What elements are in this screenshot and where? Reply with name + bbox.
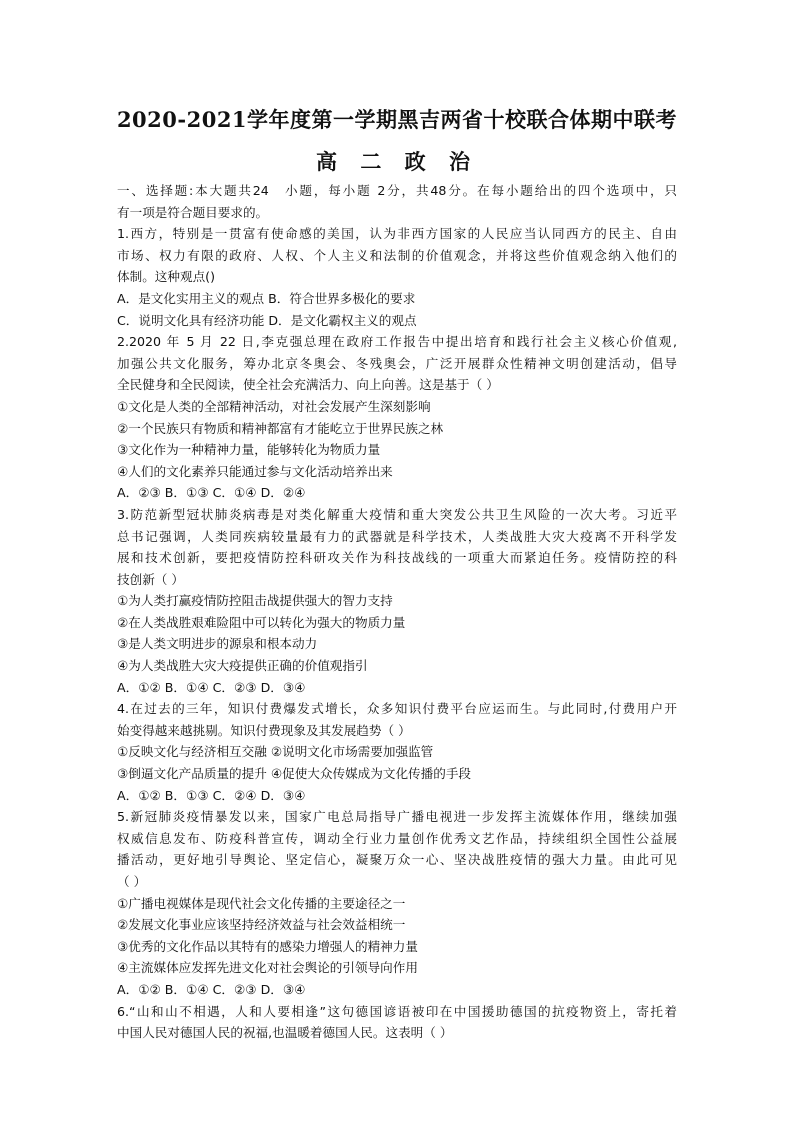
question-line: 6.“山和山不相遇，人和人要相逢”这句德国谚语被印在中国援助德国的抗疫物资上，寄托着 — [117, 1003, 677, 1019]
question-line: 展和技术创新，要把疫情防控科研攻关作为科技战线的一项重大而紧迫任务。疫情防控的科 — [117, 550, 677, 566]
option-line: ④人们的文化素养只能通过参与文化活动培养出来 — [117, 463, 393, 479]
option-line: ③是人类文明进步的源泉和根本动力 — [117, 636, 318, 652]
exam-body — [117, 180, 677, 1044]
section-line: 有一项是符合题目要求的。 — [117, 204, 269, 220]
question-line: 市场、权力有限的政府、人权、个人主义和法制的价值观念，并将这些价值观念纳入他们的 — [117, 247, 677, 263]
section-instructions — [117, 180, 677, 223]
option-line: ①广播电视媒体是现代社会文化传播的主要途径之一 — [117, 895, 406, 911]
option-line: A．是文化实用主义的观点 B．符合世界多极化的要求 — [117, 290, 416, 306]
question-2 — [117, 331, 677, 504]
question-line: 权威信息发布、防疫科普宣传，调动全行业力量创作优秀文艺作品，持续组织全国性公益展 — [117, 830, 677, 846]
question-line: 播活动，更好地引导舆论、坚定信心，凝聚万众一心、坚决战胜疫情的强大力量。由此可见 — [117, 852, 677, 868]
answer-choices: A．①② B．①④ C．②③ D．③④ — [117, 679, 306, 695]
question-line: 1.西方，特别是一贯富有使命感的美国，认为非西方国家的人民应当认同西方的民主、自由 — [117, 226, 677, 242]
option-line: ④为人类战胜大灾大疫提供正确的价值观指引 — [117, 658, 368, 674]
question-4 — [117, 698, 677, 806]
question-line: 3.防范新型冠状肺炎病毒是对类化解重大疫情和重大突发公共卫生风险的一次大考。习近平 — [117, 506, 677, 522]
question-line: 技创新（ ） — [117, 571, 184, 587]
option-line: ②在人类战胜艰难险阻中可以转化为强大的物质力量 — [117, 614, 406, 630]
option-line: ③优秀的文化作品以其特有的感染力增强人的精神力量 — [117, 938, 418, 954]
option-line: ②一个民族只有物质和精神都富有才能屹立于世界民族之林 — [117, 420, 444, 436]
page-title: 2020-2021学年度第一学期黑吉两省十校联合体期中联考 — [116, 107, 678, 132]
section-line: 一、选择题:本大题共24 小题，每小题 2分，共48分。在每小题给出的四个选项中，只 — [117, 183, 677, 198]
question-line: 4.在过去的三年，知识付费爆发式增长，众多知识付费平台应运而生。与此同时,付费用户开 — [117, 701, 677, 717]
question-5 — [117, 806, 677, 1000]
option-line: C．说明文化具有经济功能 D．是文化霸权主义的观点 — [117, 312, 417, 328]
answer-choices: A．②③ B．①③ C．①④ D．②④ — [117, 485, 306, 501]
option-line: ①文化是人类的全部精神活动，对社会发展产生深刻影响 — [117, 398, 431, 414]
question-line: 总书记强调，人类同疾病较量最有力的武器就是科学技术，人类战胜大灾大疫离不开科学发 — [117, 528, 677, 544]
answer-choices: A．①② B．①④ C．②③ D．③④ — [117, 981, 306, 997]
page-subtitle: 高 二 政 治 — [316, 149, 478, 174]
option-line: ①反映文化与经济相互交融 ②说明文化市场需要加强监管 — [117, 744, 434, 760]
option-line: ②发展文化事业应该坚持经济效益与社会效益相统一 — [117, 917, 406, 933]
question-line: 2.2020 年 5 月 22 日,李克强总理在政府工作报告中提出培育和践行社会主义核心价值观, — [117, 334, 677, 350]
question-1 — [117, 223, 677, 331]
question-line: 体制。这种观点() — [117, 269, 215, 285]
option-line: ③文化作为一种精神力量，能够转化为物质力量 — [117, 442, 381, 458]
answer-choices: A．①② B．①③ C．②④ D．③④ — [117, 787, 306, 803]
option-line: ③倒逼文化产品质量的提升 ④促使大众传媒成为文化传播的手段 — [117, 766, 472, 782]
question-6 — [117, 1001, 677, 1044]
question-line: 全民健身和全民阅读，使全社会充满活力、向上向善。这是基于（ ） — [117, 377, 499, 393]
question-line: （ ） — [117, 874, 147, 889]
question-line: 加强公共文化服务，筹办北京冬奥会、冬残奥会，广泛开展群众性精神文明创建活动，倡导 — [117, 355, 677, 371]
option-line: ①为人类打赢疫情防控阻击战提供强大的智力支持 — [117, 593, 393, 609]
option-line: ④主流媒体应发挥先进文化对社会舆论的引领导向作用 — [117, 960, 418, 976]
question-line: 始变得越来越挑剔。知识付费现象及其发展趋势（ ） — [117, 722, 411, 738]
question-line: 5.新冠肺炎疫情暴发以来，国家广电总局指导广播电视进一步发挥主流媒体作用，继续加强 — [117, 809, 677, 825]
question-3 — [117, 504, 677, 698]
question-line: 中国人民对德国人民的祝福,也温暖着德国人民。这表明（ ） — [117, 1025, 453, 1041]
